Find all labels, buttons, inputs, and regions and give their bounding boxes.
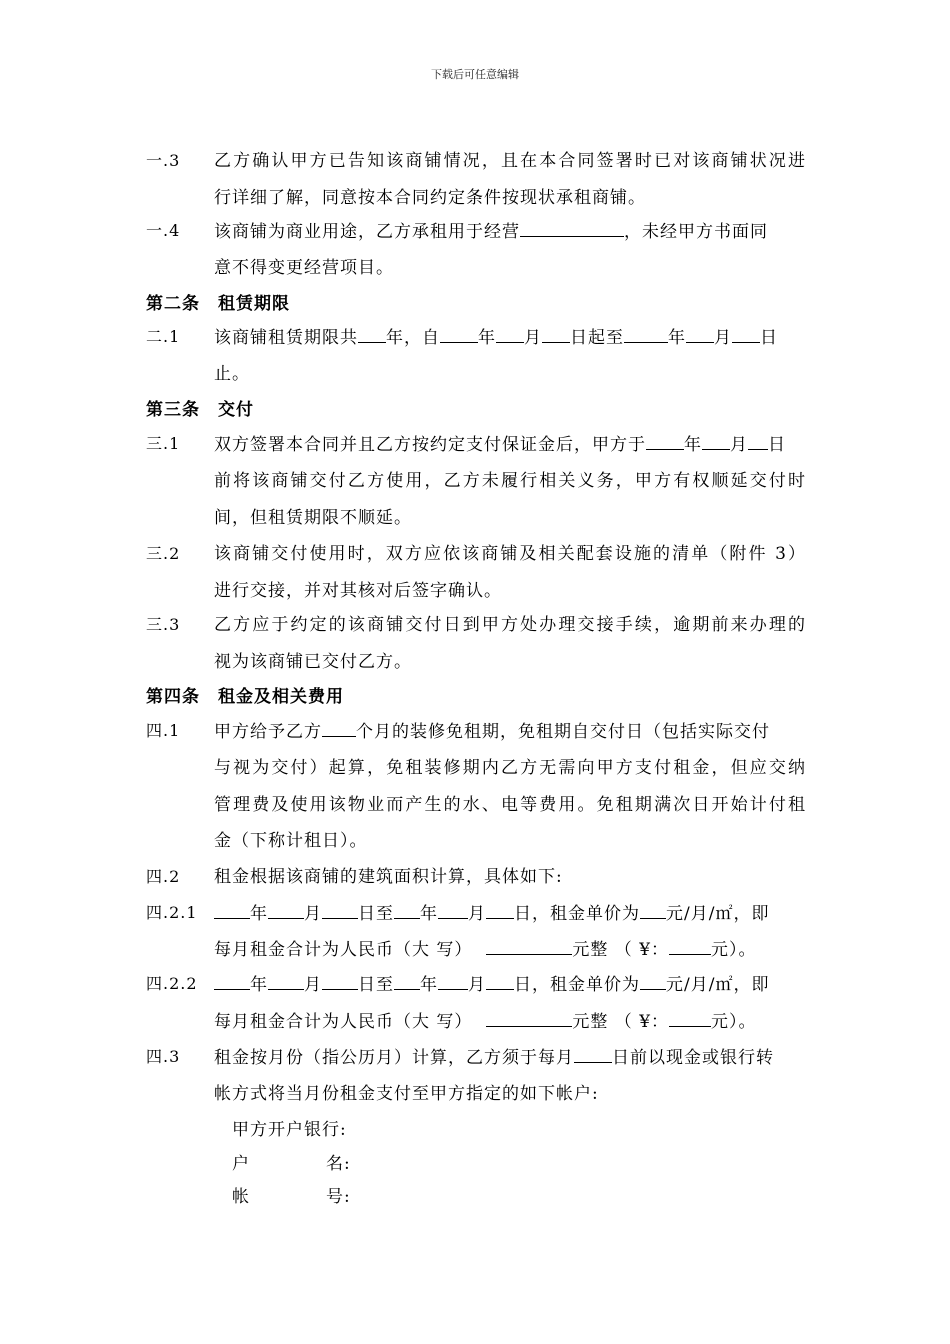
account-bank-label: 甲方开户银行: xyxy=(232,1120,347,1140)
blank-field xyxy=(486,969,514,990)
text-segment: 年 xyxy=(420,904,438,924)
blank-field xyxy=(268,969,304,990)
blank-field xyxy=(686,322,714,343)
clause-text: 行详细了解，同意按本合同约定条件按现状承租商铺。 xyxy=(214,188,646,208)
text-segment: 元整 （ ¥： xyxy=(572,940,670,960)
clause-text xyxy=(214,322,806,353)
blank-field xyxy=(486,898,514,919)
clause-number: 四.2.1 xyxy=(146,903,198,922)
clause-text xyxy=(214,216,806,247)
clause-text: 与视为交付）起算，免租装修期内乙方无需向甲方支付租金，但应交纳 xyxy=(214,758,806,778)
clause-number: 三.2 xyxy=(146,544,181,563)
page-header: 下载后可任意编辑 xyxy=(431,68,519,81)
text-segment: 日，租金单价为 xyxy=(514,975,640,995)
text-segment: 年 xyxy=(250,975,268,995)
text-segment: 日至 xyxy=(358,904,394,924)
blank-field xyxy=(640,898,666,919)
blank-field xyxy=(440,322,478,343)
blank-field xyxy=(486,934,572,955)
clause-text: 视为该商铺已交付乙方。 xyxy=(214,652,412,672)
clause-text xyxy=(214,934,806,965)
blank-field xyxy=(322,969,358,990)
blank-field xyxy=(214,969,250,990)
text-segment: 户 xyxy=(232,1154,250,1174)
text-segment: 元）。 xyxy=(711,1012,757,1032)
blank-field xyxy=(322,716,356,737)
clause-text: 前将该商铺交付乙方使用，乙方未履行相关义务，甲方有权顺延交付时 xyxy=(214,471,806,491)
clause-text: 意不得变更经营项目。 xyxy=(214,258,394,278)
clause-number: 三.3 xyxy=(146,615,181,634)
blank-field xyxy=(640,969,666,990)
blank-field xyxy=(496,322,524,343)
article-4-heading xyxy=(146,682,344,712)
text-segment: 日 xyxy=(768,435,786,455)
clause-text: 间，但租赁期限不顺延。 xyxy=(214,508,412,528)
text-segment: 月 xyxy=(730,435,748,455)
text-segment: 甲方给予乙方 xyxy=(214,722,322,742)
text-segment: 元）。 xyxy=(711,940,757,960)
article-number: 第三条 xyxy=(146,400,200,420)
clause-text xyxy=(214,898,806,929)
clause-text: 管理费及使用该物业而产生的水、电等费用。免租期满次日开始计付租 xyxy=(214,795,806,815)
blank-field xyxy=(732,322,760,343)
clause-text: 乙方应于约定的该商铺交付日到甲方处办理交接手续，逾期前来办理的 xyxy=(214,615,806,635)
text-segment: 号: xyxy=(326,1187,351,1207)
blank-field xyxy=(669,1006,711,1027)
text-segment: 日至 xyxy=(358,975,394,995)
article-title: 租赁期限 xyxy=(218,294,290,314)
clause-text: 帐方式将当月份租金支付至甲方指定的如下帐户: xyxy=(214,1084,599,1104)
blank-field xyxy=(438,898,468,919)
text-segment: 月 xyxy=(304,975,322,995)
clause-text: 止。 xyxy=(214,364,250,384)
text-segment: 帐 xyxy=(232,1187,250,1207)
text-segment: ，未经甲方书面同 xyxy=(624,222,768,242)
blank-field xyxy=(542,322,570,343)
text-segment: 元/月/㎡，即 xyxy=(666,975,770,995)
text-segment: 日前以现金或银行转 xyxy=(612,1048,774,1068)
clause-text xyxy=(214,716,806,747)
text-segment: 年 xyxy=(250,904,268,924)
article-number: 第二条 xyxy=(146,294,200,314)
text-segment: 租金按月份（指公历月）计算，乙方须于每月 xyxy=(214,1048,574,1068)
text-segment: 月 xyxy=(714,328,732,348)
blank-field xyxy=(322,898,358,919)
clause-number: 四.1 xyxy=(146,721,181,740)
clause-text xyxy=(214,1006,806,1037)
clause-text xyxy=(214,969,806,1000)
text-segment: 年 xyxy=(478,328,496,348)
text-segment: 年 xyxy=(420,975,438,995)
blank-field xyxy=(520,216,624,237)
text-segment: 每月租金合计为人民币（大 写） xyxy=(214,940,473,960)
text-segment: 年，自 xyxy=(386,328,440,348)
account-name-label xyxy=(232,1149,351,1179)
clause-text: 租金根据该商铺的建筑面积计算，具体如下: xyxy=(214,867,563,887)
text-segment: 名: xyxy=(326,1154,351,1174)
text-segment: 每月租金合计为人民币（大 写） xyxy=(214,1012,473,1032)
text-segment: 月 xyxy=(304,904,322,924)
clause-text: 该商铺交付使用时，双方应依该商铺及相关配套设施的清单（附件 3） xyxy=(214,544,806,564)
text-segment: 双方签署本合同并且乙方按约定支付保证金后，甲方于 xyxy=(214,435,646,455)
text-segment: 日，租金单价为 xyxy=(514,904,640,924)
clause-number: 四.2.2 xyxy=(146,974,198,993)
clause-text xyxy=(214,1042,806,1073)
account-number-label xyxy=(232,1182,351,1212)
blank-field xyxy=(486,1006,572,1027)
blank-field xyxy=(646,429,684,450)
clause-number: 四.2 xyxy=(146,867,181,886)
article-2-heading xyxy=(146,289,290,319)
article-title: 租金及相关费用 xyxy=(218,687,344,707)
clause-number: 四.3 xyxy=(146,1047,181,1066)
blank-field xyxy=(574,1042,612,1063)
blank-field xyxy=(624,322,668,343)
text-segment: 个月的装修免租期，免租期自交付日（包括实际交付 xyxy=(356,722,770,742)
blank-field xyxy=(702,429,730,450)
text-segment: 元整 （ ¥： xyxy=(572,1012,670,1032)
article-number: 第四条 xyxy=(146,687,200,707)
clause-number: 一.3 xyxy=(146,151,181,170)
clause-text: 乙方确认甲方已告知该商铺情况，且在本合同签署时已对该商铺状况进 xyxy=(214,151,806,171)
blank-field xyxy=(358,322,386,343)
blank-field xyxy=(438,969,468,990)
text-segment: 月 xyxy=(468,904,486,924)
text-segment: 日起至 xyxy=(570,328,624,348)
clause-number: 二.1 xyxy=(146,327,181,346)
text-segment: 该商铺为商业用途，乙方承租用于经营 xyxy=(214,222,520,242)
clause-number: 三.1 xyxy=(146,434,181,453)
text-segment: 月 xyxy=(524,328,542,348)
text-segment: 该商铺租赁期限共 xyxy=(214,328,358,348)
blank-field xyxy=(214,898,250,919)
text-segment: 月 xyxy=(468,975,486,995)
clause-text: 金（下称计租日）。 xyxy=(214,831,368,851)
clause-number: 一.4 xyxy=(146,221,181,240)
clause-text xyxy=(214,429,806,460)
article-3-heading xyxy=(146,395,254,425)
blank-field xyxy=(394,898,420,919)
blank-field xyxy=(394,969,420,990)
text-segment: 日 xyxy=(760,328,778,348)
clause-text: 进行交接，并对其核对后签字确认。 xyxy=(214,581,502,601)
blank-field xyxy=(669,934,711,955)
blank-field xyxy=(748,429,768,450)
article-title: 交付 xyxy=(218,400,254,420)
blank-field xyxy=(268,898,304,919)
text-segment: 年 xyxy=(668,328,686,348)
text-segment: 年 xyxy=(684,435,702,455)
text-segment: 元/月/㎡，即 xyxy=(666,904,770,924)
